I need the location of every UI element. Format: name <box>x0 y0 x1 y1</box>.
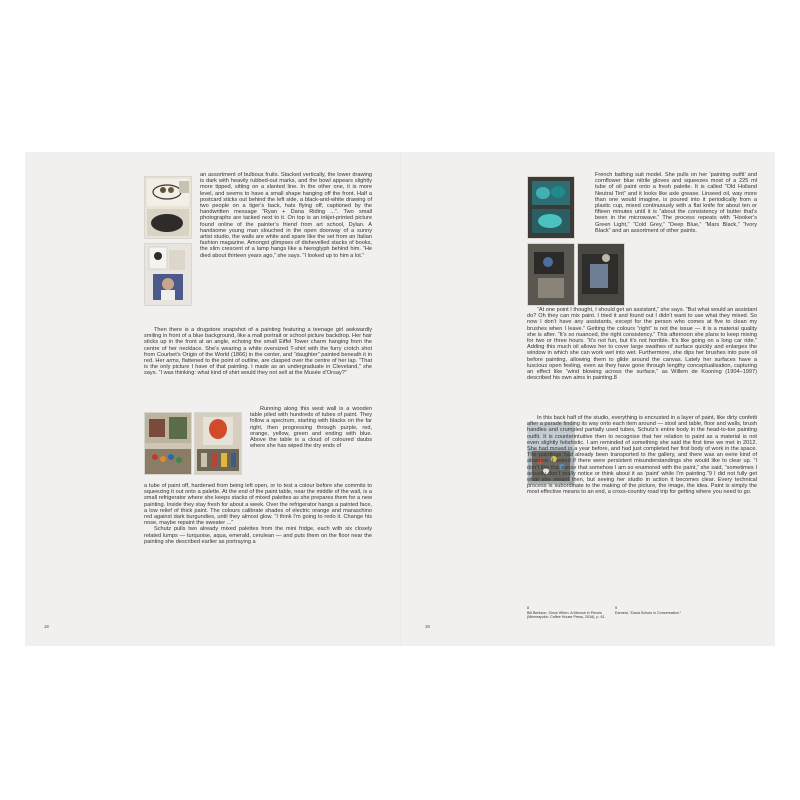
left-paragraph-snapshot: Then there is a drugstore snapshot of a painting featuring a teenage girl awkwardly smiling in front of a blue background, like a mall portrait or school picture backdrop. Her hair sticks up in the front at an angle, echoing the small Eiffel Tower charm hanging from the centre of her necklace. She’s wearing a white oversized T-shirt with the furry crotch shot from Courbet’s Origin of the World (1866) in the center, and “daughter” painted beneath it in red. Her arms, flattened to the point of outline, are clasped over the centre of her lap. “That is the only picture I have of that painting. I made as an undergraduate in Cleveland,” she says. “I was thinking: what kind of shirt would they not sell at the Musée d’Orsay?” <box>144 327 372 377</box>
footnote-8-number: 8 <box>527 606 530 610</box>
right-text-wrap-lower <box>527 415 757 496</box>
footnote-8-text: Bill Berkson, Since When: A Memoir in Pieces (Minneapolis: Coffee House Press, 2018), p. 61. <box>527 610 606 620</box>
right-paragraph-back-half: In this back half of the studio, everything is encrusted in a layer of paint, like dirty confetti after a parade finding its way onto each item around — stool and table, floor and walls, brush handles and crumpled partially used tubes, Schutz’s entire body in the head-to-toe painting outfit. It is counterintuitive then to recognise that her relation to paint as a material is not even slightly fetishistic. I am reminded of something she said the first time we met in 2012. She had moved in a year before, and had just completed her first body of work in the space. The paintings had already been transported to the gallery, and there was an eerie kind of absence. I asked if there were persistent misunderstandings she would like to clear up. “I don’t like this sense that somehow I am so enamored with the paint,” she said, “sometimes I actually don’t really notice or think about it as ‘paint’ while I’m painting.”9 I did not fully get what she meant then, but seeing her studio in action it becomes clear. Every technical process is subordinate to the making of the picture, the image, the idea. Paint is simply the most effective means to an end, a cross-country road trip for getting where you need to go. <box>527 415 757 496</box>
studio-photo-mixing-1 <box>527 243 575 306</box>
left-paragraph-palettes: Schutz pulls two already mixed palettes from the mini fridge, each with six closely related lumps — turquoise, aqua, emerald, cerulean — and puts them on the floor near the painting she described earlier as portraying a <box>144 526 372 545</box>
studio-photo-drawings <box>144 176 192 239</box>
page-number-right: 19 <box>425 624 430 629</box>
studio-photo-palettes <box>527 176 575 239</box>
right-paragraph-outfit: French bathing suit model. She pulls on her ‘painting outfit’ and cornflower blue nitrile gloves and squeezes most of a 225 ml tube of oil paint onto a fresh palette. It is called “Old Holland Neutral Tint” and it looks like axle grease. Linseed oil, way more than one would imagine, is poured into it periodically from a plastic cup, mixed continuously with a flat knife for about ten or fifteen minutes until it is “about the consistency of butter that’s been in the microwave.” The process repeats with “Hooker’s Green Light,” “Cold Grey,” “Deep Blue,” “Mars Black,” “Ivory Black” and an assortment of other paints. <box>595 172 757 234</box>
right-text-full-width <box>527 307 757 381</box>
right-paragraph-assistant: “At one point I thought, I should get an assistant,” she says. “But what would an assistant do? Oh they can mix paint. I tried it and found out I didn’t want to use what they mixed. So now I don’t have any assistants, except for the person who comes at five to clean my brushes when I leave.” Getting the colours “right” is not the issue — it is a material quality she is after. “It’s so nuanced, the right consistency.” This afternoon she plans to keep mixing for two or three hours. “It’s not fun, but it’s not horrible. It’s like going on a long car ride.” Adding this much oil allows her to cover large swathes of surface quickly and enlarges the window in which she can work wet into wet. Furthermore, she dips her brushes into pure oil before painting, allowing them to glide around the canvas. Lately her surfaces have a luscious open feeling, even as they have gone through lengthy conceptualisation, capturing an effect like “wind blowing across the surface,” as Willem de Kooning (1904–1997) described his own aims in painting.8 <box>527 307 757 382</box>
page-number-left: 18 <box>44 624 49 629</box>
right-text-wrap-top <box>595 172 757 234</box>
footnote-9 <box>615 606 701 615</box>
left-text-full-width <box>144 327 372 377</box>
studio-photo-paint-table-1 <box>144 412 192 475</box>
left-text-wrap-top <box>200 172 372 259</box>
gutter <box>400 152 401 646</box>
studio-photo-snapshots <box>144 243 192 306</box>
left-text-full-width-lower <box>144 483 372 545</box>
left-text-wrap-middle <box>250 406 372 449</box>
footnote-9-text: Earnest, “Dana Schutz in Conversation.” <box>615 610 681 615</box>
left-paragraph-paint-table: a tube of paint off, hardened from being left open, or to test a colour before she commits to squeezing it out onto a palette. At the end of the paint table, near the middle of the wall, is a small refrigerator where she keeps stacks of mixed palettes as she prepares them for a new painting. Inside they stay fresh for about a week. Over the refrigerator hangs a painted face, a low relief of thick paint. The colours calibrate shades of electric orange and maraschino red against dark burgundies, until they almost glow. “I think I’m going to redo it. Change his nose, maybe repaint the sweater ...” <box>144 483 372 527</box>
left-intro-paragraph: an assortment of bulbous fruits. Stacked vertically, the lower drawing is dark with heavily rubbed-out marks, and the bowl appears slightly more tipped, sitting on a slanted line. In the other one, it is more level, and seems to have a small shape hanging off the front. Half a postcard sticks out behind the left side, a black-and-white drawing of two people on a tiger’s back, hats flying off, captioned by the handwritten message “Ryan + Dana Riding ...”. Two small photographs are tacked next to it. On top is an inkjet-printed picture found online of the painter’s friend from art school, Dylan. A handsome young man slouched in the open doorway of a sunny artist studio, the walls are white and spare like the set from an Italian fashion magazine. Amongst glimpses of dishevelled stacks of books, the slim crescent of a lamp hangs like a hieroglyph behind him. “He died about thirteen years ago,” she says. “I looked up to him a lot.” <box>200 172 372 259</box>
footnote-8 <box>527 606 613 620</box>
left-paragraph-west-wall: Running along this west wall is a wooden table piled with hundreds of tubes of paint. They follow a spectrum, starting with blacks on the far right, then progressing through purple, red, orange, yellow, green and ending with blue. Above the table is a cloud of coloured daubs where she has wiped the dry ends of <box>250 406 372 450</box>
footnote-9-number: 9 <box>615 606 618 610</box>
studio-photo-mixing-2 <box>577 243 625 306</box>
studio-photo-paint-table-2 <box>194 412 242 475</box>
